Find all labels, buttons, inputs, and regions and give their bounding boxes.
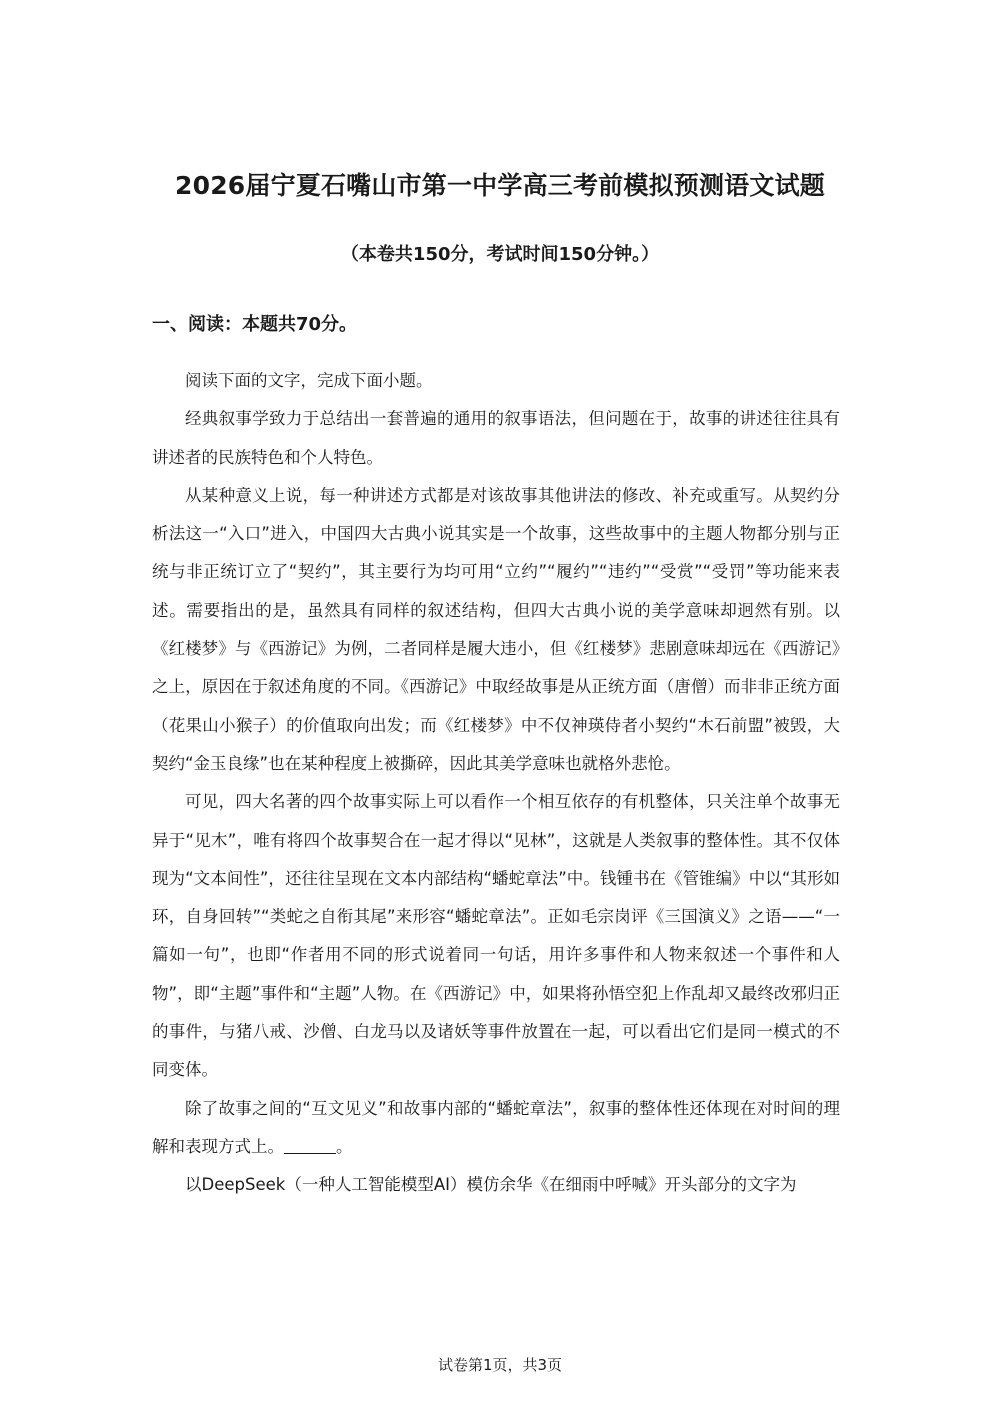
passage-paragraph-4 (152, 1090, 840, 1167)
blank-tail: 。 (336, 1136, 353, 1156)
passage-paragraph-2: 从某种意义上说，每一种讲述方式都是对该故事其他讲法的修改、补充或重写。从契约分析法这一“入口”进入，中国四大古典小说其实是一个故事，这些故事中的主题人物都分别与正统与非正统订立了“契约”，其主要行为均可用“立约”“履约”“违约”“受赏”“受罚”等功能来表述。需要指出的是，虽然具有同样的叙述结构，但四大古典小说的美学意味却迥然有别。以《红楼梦》与《西游记》为例，二者同样是履大违小，但《红楼梦》悲剧意味却远在《西游记》之上，原因在于叙述角度的不同。《西游记》中取经故事是从正统方面（唐僧）而非非正统方面（花果山小猴子）的价值取向出发；而《红楼梦》中不仅神瑛侍者小契约“木石前盟”被毁，大契约“金玉良缘”也在某种程度上被撕碎，因此其美学意味也就格外悲怆。 (152, 485, 840, 773)
exam-title: 2026届宁夏石嘴山市第一中学高三考前模拟预测语文试题 (175, 171, 825, 200)
section-heading: 一、阅读：本题共70分。 (152, 314, 358, 335)
passage-paragraph-4-text: 除了故事之间的“互文见义”和故事内部的“蟠蛇章法”，叙事的整体性还体现在对时间的理解和表现方式上。 (152, 1098, 840, 1156)
passage-instruction: 阅读下面的文字，完成下面小题。 (185, 371, 433, 390)
passage-paragraph-1: 经典叙事学致力于总结出一套普遍的通用的叙事语法，但问题在于，故事的讲述往往具有讲述者的民族特色和个人特色。 (152, 409, 840, 467)
passage-paragraph-5: 以DeepSeek（一种人工智能模型AI）模仿余华《在细雨中呼喊》开头部分的文字为 (185, 1175, 797, 1195)
page-footer: 试卷第1页，共3页 (437, 1356, 563, 1374)
fill-in-blank (284, 1137, 336, 1154)
exam-subtitle: （本卷共150分，考试时间150分钟。） (340, 244, 660, 265)
reading-passage (152, 362, 840, 1205)
passage-paragraph-3: 可见，四大名著的四个故事实际上可以看作一个相互依存的有机整体，只关注单个故事无异于“见木”，唯有将四个故事契合在一起才得以“见林”，这就是人类叙事的整体性。其不仅体现为“文本间性”，还往往呈现在文本内部结构“蟠蛇章法”中。钱锺书在《管锥编》中以“其形如环，自身回转”“类蛇之自衔其尾”来形容“蟠蛇章法”。正如毛宗岗评《三国演义》之语——“一篇如一句”，也即“作者用不同的形式说着同一句话，用许多事件和人物来叙述一个事件和人物”，即“主题”事件和“主题”人物。在《西游记》中，如果将孙悟空犯上作乱却又最终改邪归正的事件，与猪八戒、沙僧、白龙马以及诸妖等事件放置在一起，可以看出它们是同一模式的不同变体。 (152, 792, 840, 1080)
